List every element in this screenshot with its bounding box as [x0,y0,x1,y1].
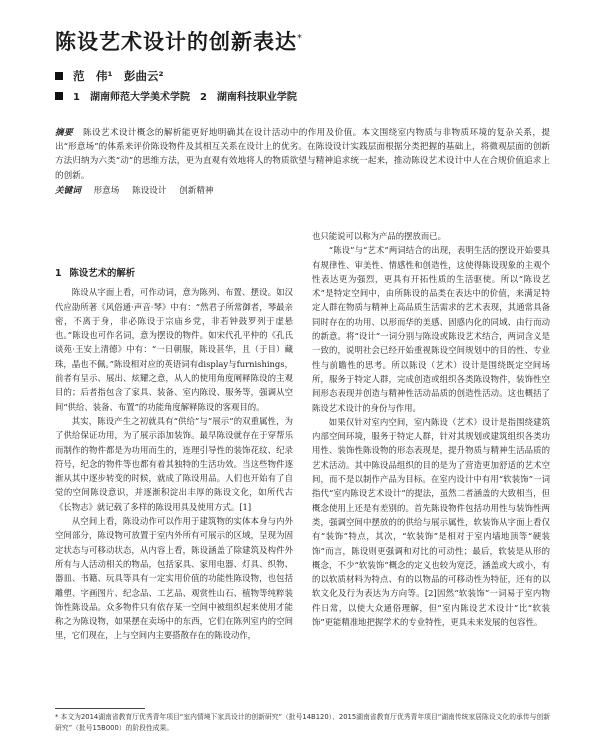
square-bullet-icon [55,92,63,100]
square-bullet-icon [55,72,63,80]
body-paragraph: 如果仅针对室内空间，室内陈设（艺术）设计是指围绕建筑内部空间环境，服务于特定人群，针对其规划或建筑组织各类功用性、装饰性陈设物的形态表现是，提升物质与精神生活品质的艺术活动。其中陈设品组织的目的是为了营造更加舒适的艺术空间，而不是以制作产品为目标。在室内设计中有用“软装饰”一词指代“室内陈设艺术设计”的提法，虽然二者涵盖的大致相当，但概念使用上还是有差别的。首先陈设物件包括功用性与装饰性两类，强调空间中摆放的的供给与展示属性，软装饰从字面上看仅有“装饰”特点，其次，“软装饰”是相对于室内墙地顶等“硬装饰”而言，陈设则更强调和对比的可动性；最后，软装是从形的概念，不少“软装饰”概念的定义也较为宽泛，涵盖或大或小，有的以软质材料为特点、有的以物品的可移动性为特征，还有的以软文化及行为表达为方向等。[2]因然“软装饰”一词易于室内物件日常，以使大众通俗理解，但“室内陈设艺术设计”比“软装饰”更能精准地把握学术的专业特性，更具未来发展的包容性。 [312,416,550,628]
section-title: 陈设艺术的解析 [69,268,136,279]
authors: 范 伟¹ 彭曲云² [73,69,164,83]
left-column [55,263,293,643]
body-paragraph: 陈设从字面上看，可作动词，意为陈列、布置、摆设。如汉代应劭所著《风俗通·声音·琴》中有：“然君子所常御者，琴最亲密，不离于身，非必陈设于宗庙乡党，非若钟鼓罗列于虚悬也。”陈设也可作名词，意为摆设的物件。如宋代孔平仲的《孔氏谈苑·王安上清德》中有：“一日朝服，陈设甚华，且（于目）藏珠，晶也不佩。”陈设相对应的英语词有display与furnishings，前者有呈示、展出、炫耀之意，从人的使用角度阐释陈设的主观目的；后者指包含了家具、装备、室内陈设、服务等，强调从空间“供给、装备、布置”的功能角度解释陈设的客观目的。 [55,287,293,412]
title-footnote-mark: * [297,33,303,44]
keyword: 形意场 [93,186,120,196]
abstract [55,126,550,183]
footnote-divider [55,708,145,709]
body-paragraph: 从空间上看，陈设动作可以作用于建筑物的实体本身与内外空间部分，陈设物可放置于室内外所有可展示的区域，呈现为固定状态与可移动状态，从内容上看，陈设涵盖了除建筑及构件外所有与人活动相关的物品，包括家具、家用电器、灯具、织物、器皿、书籍、玩具等具有一定实用价值的功能性陈设物，也包括雕塑、字画图片、纪念品、工艺品、观赏性山石、植物等纯粹装饰性陈设品。众多物件只有依存某一空间中被组织起来使用才能称之为陈设物，如果摆在卖场中的东西，它们在陈列室内的空间里，它们现在，上与空间内主要搭散存在的陈设动作， [55,516,293,641]
keyword: 陈设设计 [132,186,167,196]
right-column [312,229,550,629]
section-number: 1 [55,268,62,279]
abstract-label: 摘要 [55,128,73,138]
abstract-text: 陈设艺术设计概念的解析能更好地明确其在设计活动中的作用及价值。本文围绕室内物质与非物质环境的复杂关系，提出“形意场”的体系来评价陈设物件及其相互关系在设计上的优劣。在陈设设计实践层面根据分类把握的基础上，将微观层面的创新方法归纳为六类“动”的思维方法，更为直观有效地将人的物质欲望与精神追求统一起来，推动陈设艺术设计中人在合规价值追求上的创新。 [55,128,550,181]
body-paragraph: 也只能说可以称为产品的摆放而已。 [312,231,446,241]
affiliation-line [55,88,297,103]
author-line [55,68,164,84]
body-paragraph: “陈设”与“艺术”两词结合的出现，表明生活的摆设开始要具有规律性、审美性、情感性和创造性，这使得陈设现象的主观个性表达更为强烈，更具有开拓性质的生活驱使。所以“陈设艺术”是特定空间中，由所陈设的品类在表达中的价值，来满足特定人群在物质与精神上高品质生活需求的艺术表现，其通常具备同时存在的功用、以形而华的美感、固感内化的同域、由行而动的新意。将“设计”一词分别与陈设或陈设艺术结合，两词含义是一致的，说明社会已经开始重视陈设空间规划中的目的性、专业性与前瞻性的思考。所以陈设（艺术）设计是围绕既定空间场所，服务于特定人群，完成创造或组织各类陈设物件，装饰性空间形态表现并创造与精神性活动品质的创造性活动。这也概括了陈设艺术设计的身份与作用。 [312,245,550,413]
keyword: 创新精神 [179,186,214,196]
paper-title: 陈设艺术设计的创新表达* [55,30,303,54]
body-paragraph: 其实，陈设产生之初就具有“供给”与“展示”的双重属性，为了供给保证功用，为了展示添加装饰。最早陈设就存在于穿帮乐而制作的物件都是为功用而生的，连理引导性的装饰花纹、纪录符号，纪念的物件等也都有着其独特的生活功效。当这些物件逐渐从其中逐步转变的时候，就成了陈设用品。人们也开始有了自觉的空间陈设意识，并逐渐积淀出丰厚的陈设文化，如所代古《长物志》就记载了多样的陈设用具及使用方式。[1] [55,415,293,512]
affiliations: 1 湖南师范大学美术学院 2 湖南科技职业学院 [73,92,297,103]
section-heading [55,267,293,281]
keywords-label: 关键词 [55,186,81,196]
keywords [55,184,224,196]
footnote: * 本文为2014湖南省教育厅优秀青年项目“室内情境下家具设计的创新研究”（批号14B120）、2015湖南省教育厅优秀青年项目“湖南传统家居陈设文化的承传与创新研究”（批号15B000）的阶段性成果。 [55,713,551,732]
